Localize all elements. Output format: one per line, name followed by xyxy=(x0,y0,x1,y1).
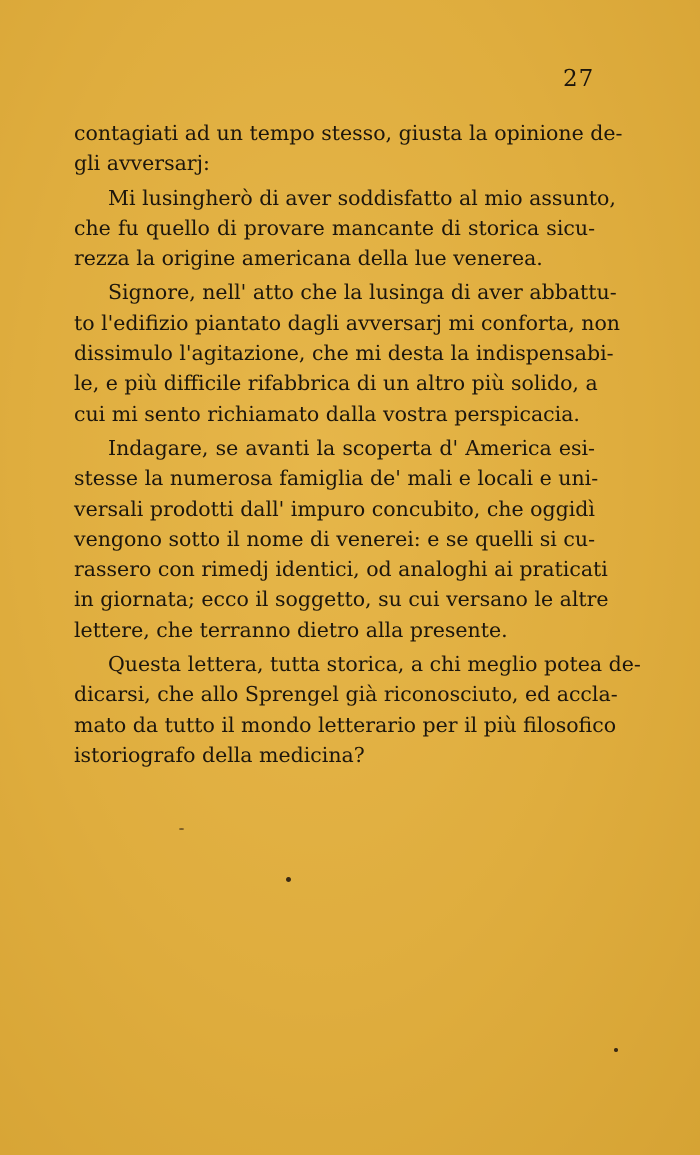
text-line: che fu quello di provare mancante di storica sicu- xyxy=(74,215,595,240)
text-line: rezza la origine americana della lue venerea. xyxy=(74,246,543,271)
text-line: Questa lettera, tutta storica, a chi meglio potea de- xyxy=(108,652,641,677)
ink-speck xyxy=(614,1048,618,1052)
paragraph xyxy=(74,649,641,770)
paragraph xyxy=(74,183,616,274)
text-line: Indagare, se avanti la scoperta d' America esi- xyxy=(108,435,595,460)
text-line: mato da tutto il mondo letterario per il più filosofico xyxy=(74,712,617,737)
body-text xyxy=(74,118,641,770)
text-line: in giornata; ecco il soggetto, su cui versano le altre xyxy=(74,587,609,612)
paragraph xyxy=(74,277,620,428)
text-line: rassero con rimedj identici, od analoghi ai praticati xyxy=(74,557,608,582)
text-line: istoriografo della medicina? xyxy=(74,742,365,767)
paragraph xyxy=(74,433,609,645)
ink-speck xyxy=(179,828,184,830)
text-line: le, e più difficile rifabbrica di un altro più solido, a xyxy=(74,371,598,396)
text-line: cui mi sento richiamato dalla vostra perspicacia. xyxy=(74,401,580,426)
page-number: 27 xyxy=(563,66,595,92)
text-line: lettere, che terranno dietro alla presente. xyxy=(74,617,508,642)
text-line: Signore, nell' atto che la lusinga di aver abbattu- xyxy=(108,280,617,305)
text-line: to l'edifizio piantato dagli avversarj mi conforta, non xyxy=(74,310,620,335)
text-line: vengono sotto il nome di venerei: e se quelli si cu- xyxy=(74,526,595,551)
text-line: contagiati ad un tempo stesso, giusta la opinione de- xyxy=(74,121,623,145)
ink-speck xyxy=(286,877,291,882)
text-line: dissimulo l'agitazione, che mi desta la indispensabi- xyxy=(74,341,614,366)
paragraph xyxy=(74,118,623,179)
text-line: Mi lusingherò di aver soddisfatto al mio assunto, xyxy=(108,185,616,210)
text-line: versali prodotti dall' impuro concubito, che oggidì xyxy=(74,496,595,521)
text-line: dicarsi, che allo Sprengel già riconosciuto, ed accla- xyxy=(74,682,618,707)
text-line: stesse la numerosa famiglia de' mali e locali e uni- xyxy=(74,466,599,491)
text-line: gli avversarj: xyxy=(74,151,210,176)
